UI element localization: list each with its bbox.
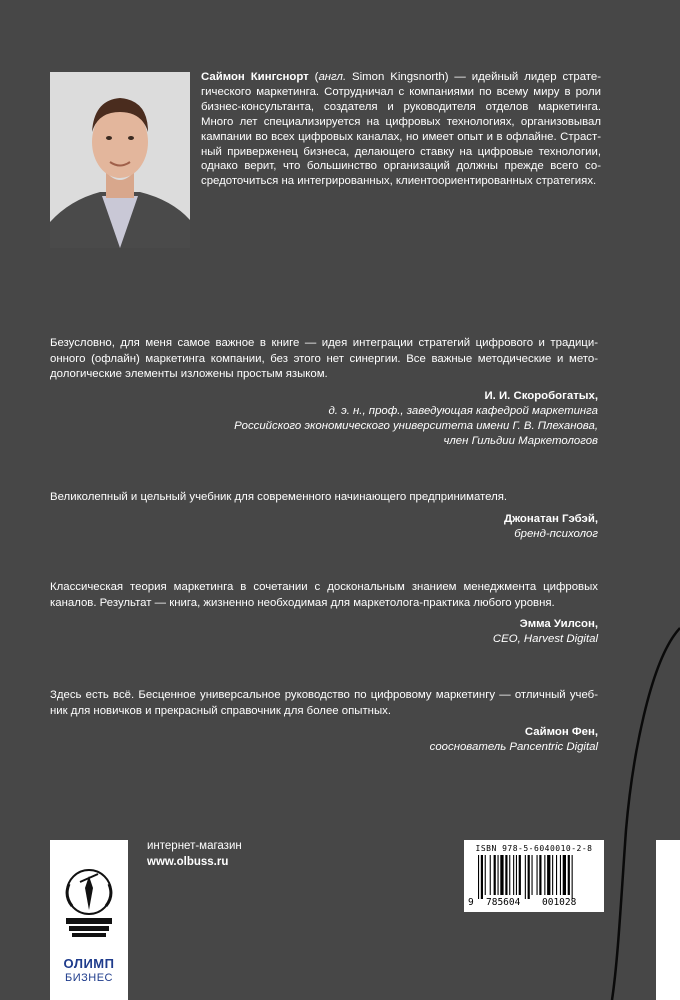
review-2 xyxy=(50,490,598,542)
review-role: бренд-психолог xyxy=(514,527,598,540)
author-photo xyxy=(50,72,190,248)
english-label: англ. xyxy=(318,71,347,83)
barcode-icon xyxy=(476,855,592,899)
author-name: Саймон Кингснорт xyxy=(201,71,309,83)
barcode-bar xyxy=(498,855,499,895)
barcode-bar xyxy=(539,855,541,895)
barcode-bar xyxy=(563,855,566,895)
barcode-bar xyxy=(572,855,573,899)
barcode-first-digit: 9 xyxy=(468,897,474,908)
barcode-bar xyxy=(509,855,510,895)
review-quote: Классическая теория маркетинга в сочетании с доскональным знанием менеджмента цифровых каналов. Результат — книга, жизненно необходимая для маркетолога-практика любого уровня. xyxy=(50,581,598,609)
barcode-bar xyxy=(556,855,557,895)
author-bio: Саймон Кингснорт (англ. Simon Kingsnorth) — идейный лидер страте-гического маркетинга. Сотрудничал с компаниями по всему миру в роли бизнес-консультанта, создателя и руководителя отделов маркетинга. Много лет специализируется на цифровых технологиях, организовывал кампании во всех цифровых каналах, но имеет опыт и в офлайне. Страст-ный приверженец бизнеса, делающего ставку на цифровые технологии, однако верит, что большинство организаций должны прежде всего со-средоточиться на интегрированных, клиентоориентированных стратегиях. xyxy=(201,71,601,188)
publisher-name-line2: БИЗНЕС xyxy=(65,972,113,984)
barcode-bar xyxy=(500,855,503,895)
review-quote: Здесь есть всё. Бесценное универсальное руководство по цифровому маркетингу — отличный учеб-ник для новичков и прекрасный справочник для более опытных. xyxy=(50,689,598,717)
review-author: Эмма Уилсон, xyxy=(519,618,598,630)
publisher-name-line1: ОЛИМП xyxy=(63,956,115,971)
review-author: Джонатан Гэбэй, xyxy=(504,512,598,525)
barcode-bar xyxy=(513,855,514,895)
barcode-bar xyxy=(532,855,533,895)
review-quote: Безусловно, для меня самое важное в книге — идея интеграции стратегий цифрового и традици-онного (офлайн) маркетинга компании, без этого нет синергии. Все важные методические и мето-дологические элементы изложены простым языком. xyxy=(50,337,598,380)
barcode-bar xyxy=(494,855,496,895)
review-author: Саймон Фен, xyxy=(524,726,598,738)
barcode-bar xyxy=(485,855,486,895)
review-4 xyxy=(50,688,598,755)
barcode-bar xyxy=(568,855,570,895)
shop-label: интернет-магазин xyxy=(147,840,242,852)
bio-text: Simon Kingsnorth) — идейный лидер страте-гического маркетинга. Сотрудничал с компаниями по всему миру в роли бизнес-консультанта, создателя и руководителя отделов маркетинга. Много лет специализируется на цифровых технологиях, организовывал кампании во всех цифровых каналах, но имеет опыт и в офлайне. Страст-ный приверженец бизнеса, делающего ставку на цифровые технологии, однако верит, что большинство организаций должны прежде всего со-средоточиться на интегрированных, клиентоориентированных стратегиях. xyxy=(201,71,601,188)
review-quote: Великолепный и цельный учебник для современного начинающего предпринимателя. xyxy=(50,491,508,503)
barcode-right-digits: 001028 xyxy=(542,897,577,908)
barcode-bar xyxy=(481,855,483,899)
publisher-logo xyxy=(50,840,128,1000)
barcode-bar xyxy=(478,855,479,899)
barcode-bar xyxy=(537,855,538,895)
barcode-left-digits: 785604 xyxy=(486,897,521,908)
barcode-bar xyxy=(528,855,530,899)
review-role: член Гильдии Маркетологов xyxy=(443,434,598,447)
barcode-bar xyxy=(552,855,553,895)
barcode-bar xyxy=(505,855,507,895)
review-1 xyxy=(50,336,598,449)
review-role: Российского экономического университета имени Г. В. Плеханова, xyxy=(234,419,598,432)
barcode-bar xyxy=(560,855,561,895)
white-strip xyxy=(656,840,680,1000)
review-role: CEO, Harvest Digital xyxy=(492,633,598,645)
barcode-bar xyxy=(544,855,545,895)
barcode-bar xyxy=(519,855,521,895)
isbn-text: ISBN 978-5-6040010-2-8 xyxy=(475,844,593,853)
review-role: сооснователь Pancentric Digital xyxy=(429,741,598,753)
online-shop xyxy=(147,838,242,870)
barcode-bar xyxy=(490,855,491,895)
shop-url[interactable]: www.olbuss.ru xyxy=(147,856,229,868)
barcode-bar xyxy=(547,855,550,895)
isbn-barcode xyxy=(464,840,604,912)
olympus-emblem-icon xyxy=(50,840,128,952)
review-role: д. э. н., проф., заведующая кафедрой маркетинга xyxy=(328,404,598,417)
barcode-bar xyxy=(516,855,517,895)
review-author: И. И. Скоробогатых, xyxy=(484,389,598,402)
barcode-bar xyxy=(525,855,526,899)
review-3 xyxy=(50,580,598,647)
